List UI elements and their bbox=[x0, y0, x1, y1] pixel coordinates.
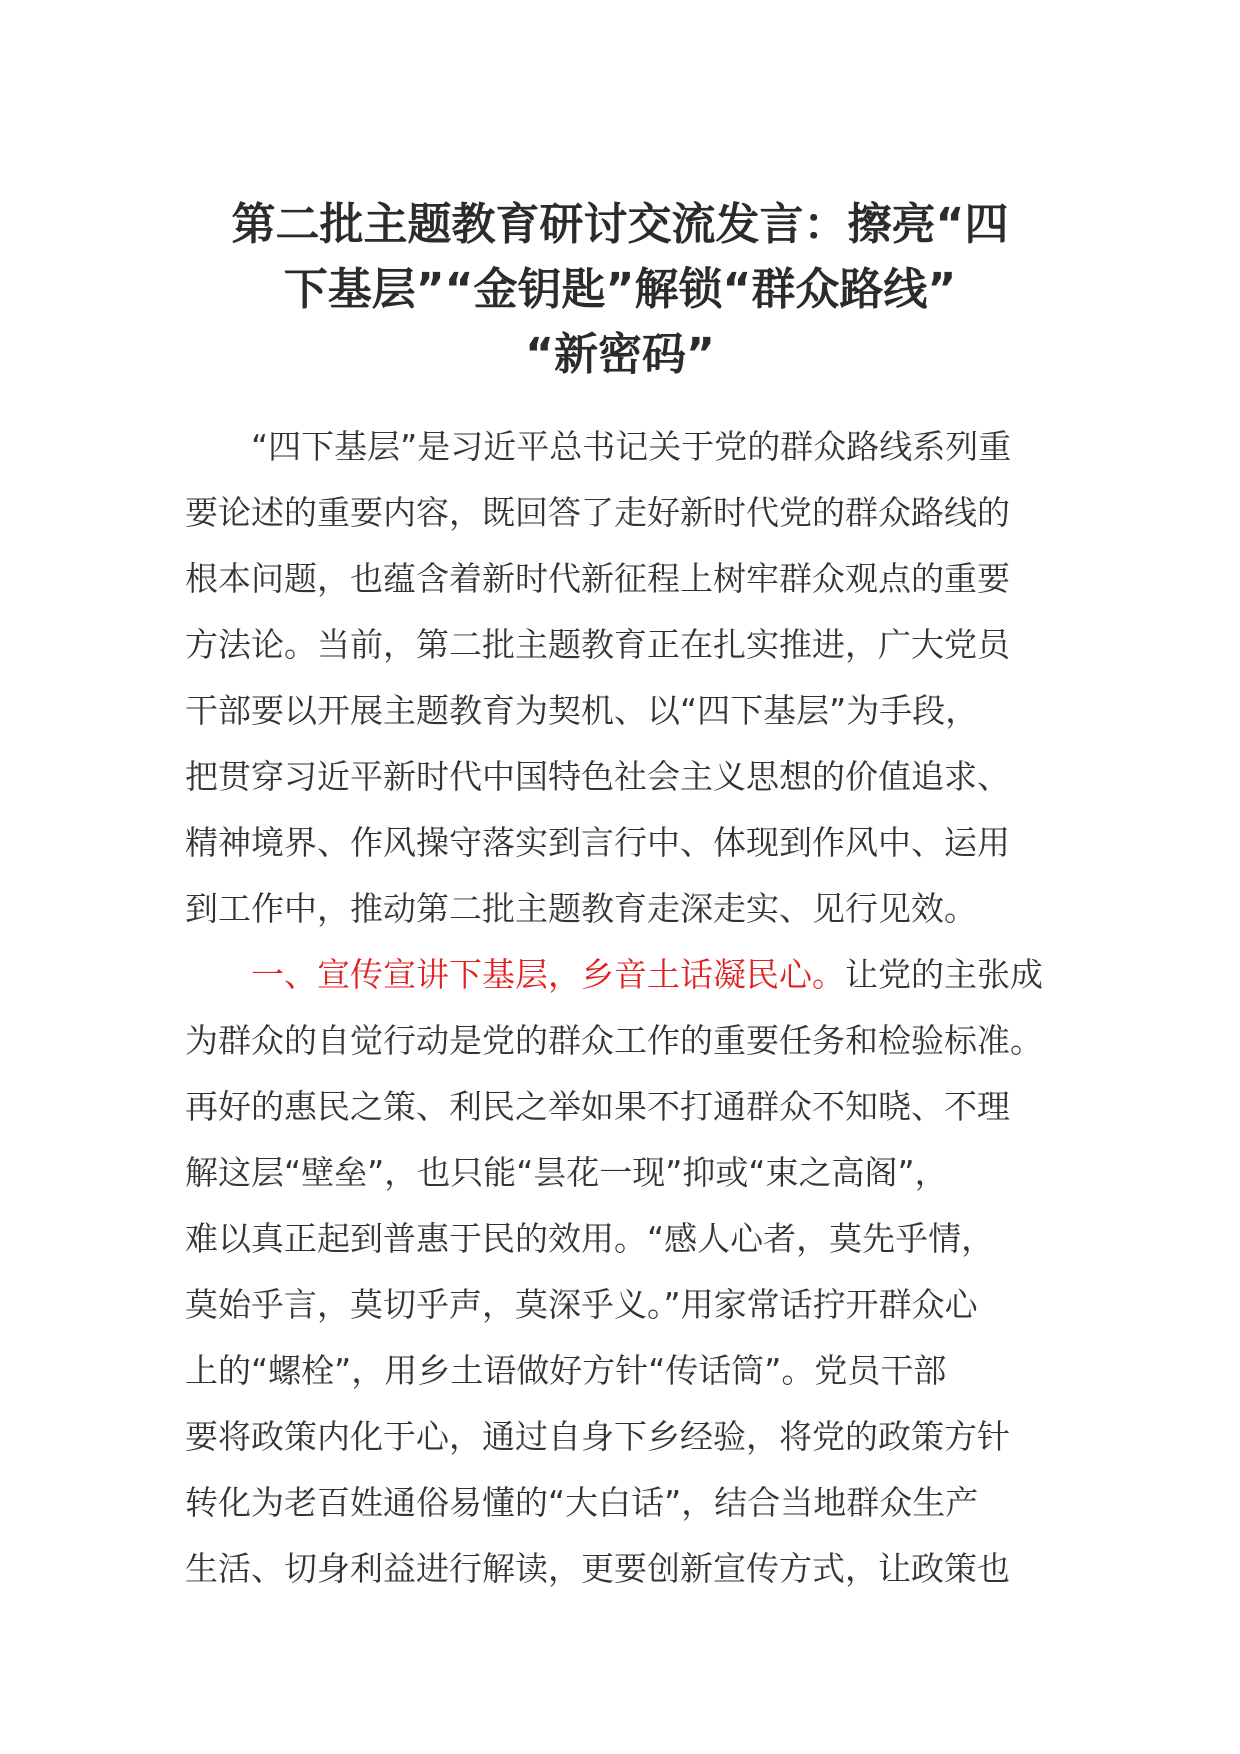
document-body bbox=[185, 414, 1065, 1602]
paragraph-line: “四下基层”是习近平总书记关于党的群众路线系列重 bbox=[251, 427, 1012, 466]
intro-paragraph bbox=[185, 414, 1065, 942]
title-line: 第二批主题教育研讨交流发言：擦亮“四 bbox=[231, 199, 1009, 250]
heading-line-rest: 让党的主张成 bbox=[845, 955, 1043, 994]
paragraph-line: 到工作中，推动第二批主题教育走深走实、见行见效。 bbox=[185, 889, 977, 928]
paragraph-line: 解这层“壁垒”，也只能“昙花一现”抑或“束之高阁”， bbox=[185, 1153, 948, 1192]
paragraph-line: 莫始乎言，莫切乎声，莫深乎义。”用家常话拧开群众心 bbox=[185, 1285, 978, 1324]
title-line: 下基层”“金钥匙”解锁“群众路线” bbox=[283, 264, 957, 315]
paragraph-line: 精神境界、作风操守落实到言行中、体现到作风中、运用 bbox=[185, 823, 1010, 862]
paragraph-line: 再好的惠民之策、利民之举如果不打通群众不知晓、不理 bbox=[185, 1087, 1010, 1126]
section-one-paragraph bbox=[185, 942, 1065, 1602]
paragraph-line: 干部要以开展主题教育为契机、以“四下基层”为手段， bbox=[185, 691, 979, 730]
paragraph-line: 上的“螺栓”，用乡土语做好方针“传话筒”。党员干部 bbox=[185, 1351, 947, 1390]
paragraph-line bbox=[185, 942, 1065, 1008]
title-line: “新密码” bbox=[525, 329, 715, 380]
paragraph-line: 生活、切身利益进行解读，更要创新宣传方式，让政策也 bbox=[185, 1549, 1010, 1588]
paragraph-line: 把贯穿习近平新时代中国特色社会主义思想的价值追求、 bbox=[185, 757, 1010, 796]
paragraph-line: 要将政策内化于心，通过自身下乡经验，将党的政策方针 bbox=[185, 1417, 1010, 1456]
document-title bbox=[180, 192, 1060, 387]
section-heading: 一、宣传宣讲下基层，乡音土话凝民心。 bbox=[251, 955, 845, 994]
paragraph-line: 要论述的重要内容，既回答了走好新时代党的群众路线的 bbox=[185, 493, 1010, 532]
paragraph-line: 根本问题，也蕴含着新时代新征程上树牢群众观点的重要 bbox=[185, 559, 1010, 598]
paragraph-line: 方法论。当前，第二批主题教育正在扎实推进，广大党员 bbox=[185, 625, 1010, 664]
paragraph-line: 为群众的自觉行动是党的群众工作的重要任务和检验标准。 bbox=[185, 1021, 1043, 1060]
paragraph-line: 难以真正起到普惠于民的效用。“感人心者，莫先乎情， bbox=[185, 1219, 995, 1258]
paragraph-line: 转化为老百姓通俗易懂的“大白话”，结合当地群众生产 bbox=[185, 1483, 979, 1522]
